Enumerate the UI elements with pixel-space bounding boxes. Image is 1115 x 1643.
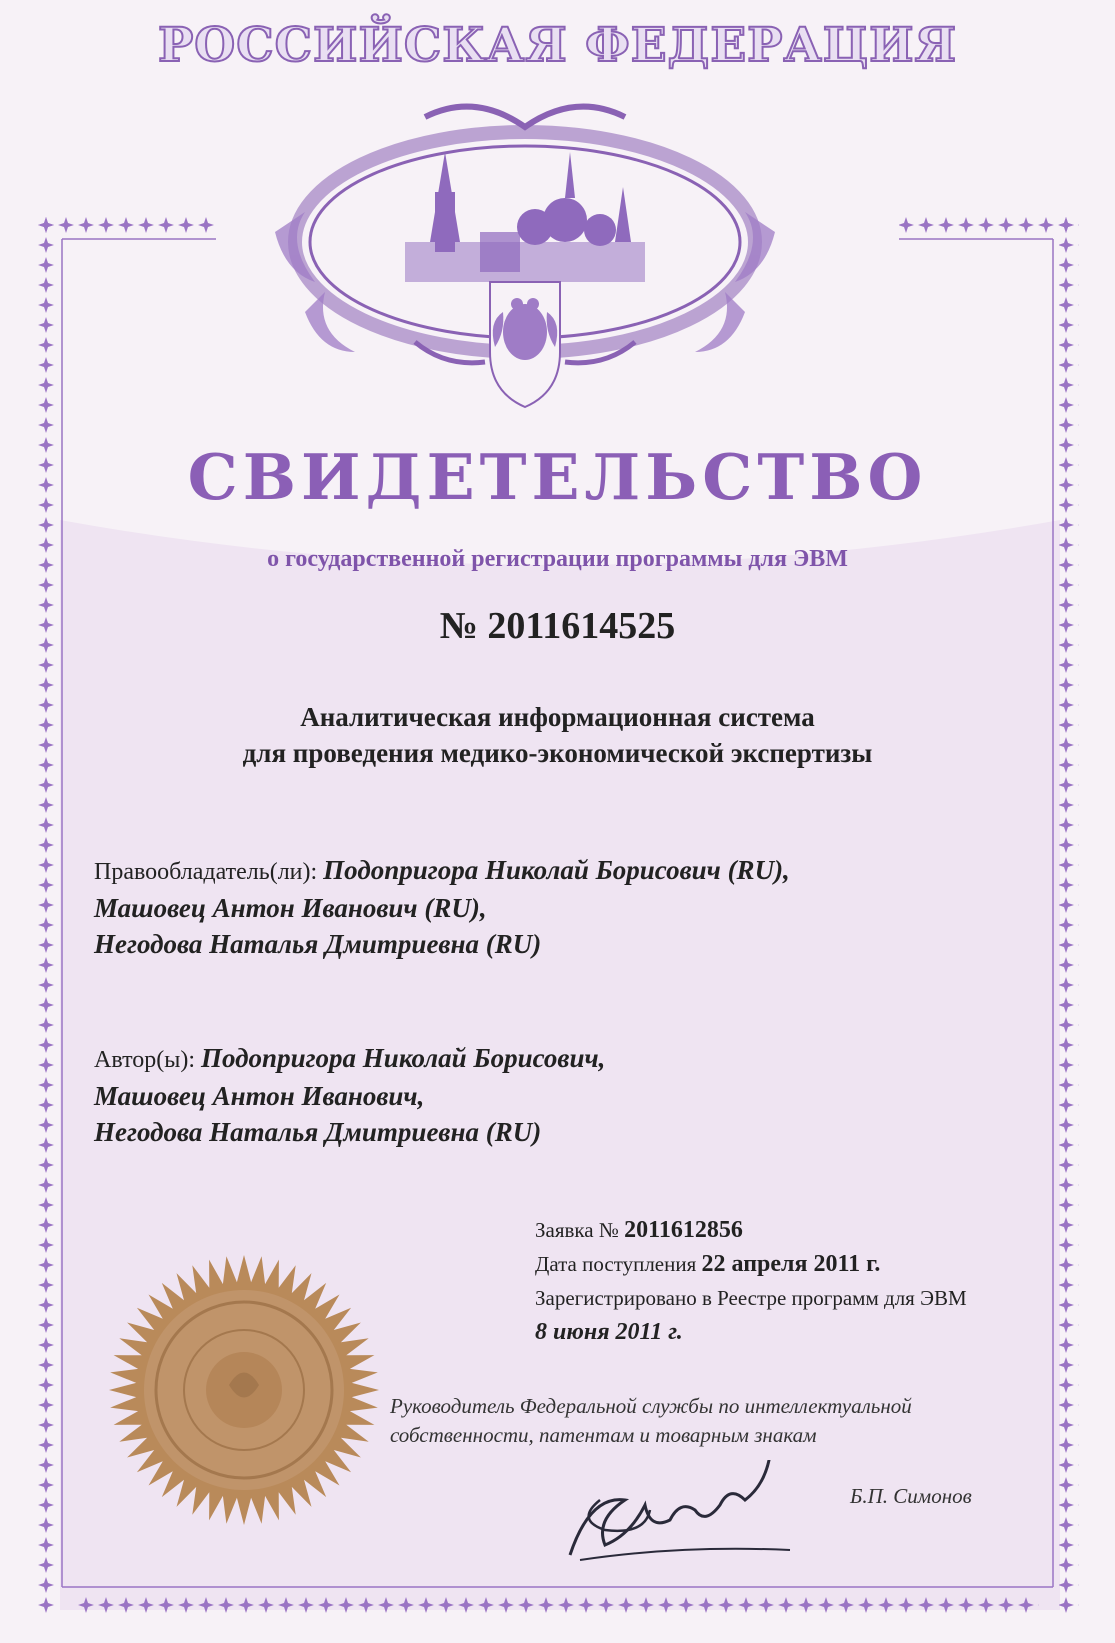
signatory-position-line-2: собственности, патентам и товарным знакам [390,1423,817,1447]
application-details [535,1213,967,1349]
program-name [0,699,1115,771]
application-number: 2011612856 [624,1217,743,1243]
author-1: Подопригора Николай Борисович, [201,1043,606,1073]
country-title: РОССИЙСКАЯ ФЕДЕРАЦИЯ [157,18,958,73]
signatory-position [390,1392,1050,1450]
date-value: 22 апреля 2011 г. [701,1251,881,1277]
signatory-position-line-1: Руководитель Федеральной службы по интеллектуальной [390,1394,912,1418]
authors-label: Автор(ы): [94,1047,196,1073]
program-name-line-1: Аналитическая информационная система [300,702,815,732]
holders-block [94,852,790,962]
registered-label: Зарегистрировано в Реестре программ для ЭВМ [535,1286,967,1310]
certificate-subtitle: о государственной регистрации программы для ЭВМ [267,546,848,572]
handwritten-signature [560,1460,810,1570]
holder-1: Подопригора Николай Борисович (RU), [323,855,790,885]
gold-seal [104,1250,384,1530]
registered-date: 8 июня 2011 г. [535,1319,683,1345]
program-name-line-2: для проведения медико-экономической экспертизы [242,738,873,768]
signatory-name: Б.П. Симонов [850,1484,972,1508]
application-label: Заявка № [535,1218,619,1242]
holder-2: Машовец Антон Иванович (RU), [94,893,487,923]
authors-block [94,1040,605,1150]
author-3: Негодова Наталья Дмитриевна (RU) [94,1117,542,1147]
date-label: Дата поступления [535,1252,697,1276]
certificate-number: № 2011614525 [439,605,676,647]
author-2: Машовец Антон Иванович, [94,1081,425,1111]
holders-label: Правообладатель(ли): [94,859,318,885]
kremlin-wreath-emblem [265,92,785,432]
certificate-title: СВИДЕТЕЛЬСТВО [187,440,928,514]
holder-3: Негодова Наталья Дмитриевна (RU) [94,929,542,959]
